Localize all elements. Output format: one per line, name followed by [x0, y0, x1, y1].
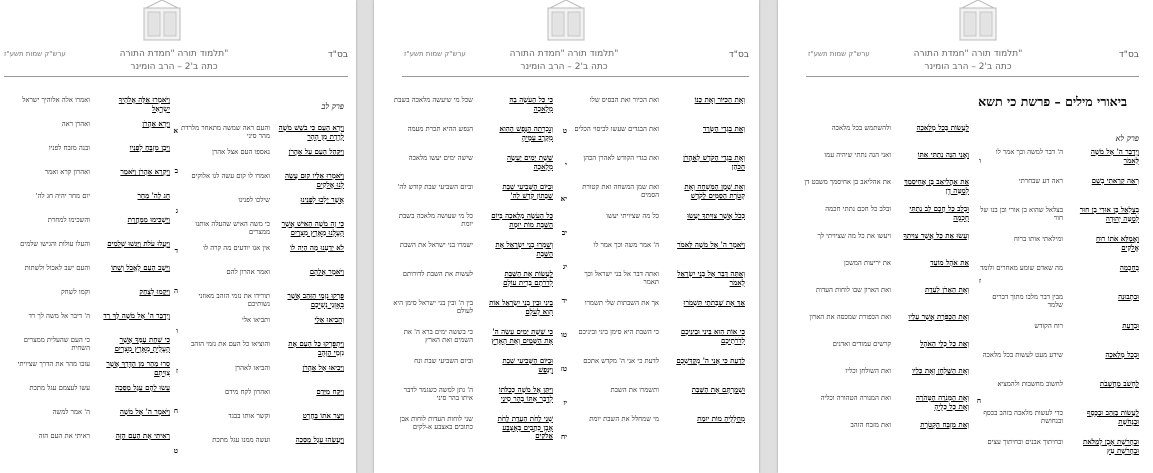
verse-number: י [565, 160, 567, 169]
term-explanation: ה' נתן למשה כשגמר לדבר איתו בהר סיני [403, 386, 473, 403]
glossary-term [489, 125, 553, 142]
term-explanation: והעלו עולות והגישו שלמים [20, 240, 90, 248]
term-text: וּבְלֵב כָּל חֲכַם לֵב נָתַתִּי חָכְמָה [909, 204, 969, 222]
term-text: כְּכֹל אֲשֶׁר צִוִּיתִךָ יַעֲשׂוּ [687, 211, 745, 220]
glossary-term [489, 241, 553, 258]
org-header [454, 48, 674, 74]
term-explanation: עשו לעצמם עגל מתכת [29, 384, 90, 392]
term-text: וַיִּבֶן מִזְבֵּחַ לְפָנָיו [129, 143, 170, 152]
glossary-term [278, 292, 344, 309]
glossary-term [675, 125, 745, 134]
term-explanation: ובנה מזבח לפניו [48, 144, 90, 152]
term-text: לַעֲשׂוֹת אֶת הַשַּׁבָּת לְדֹרֹתָם בְּרִית עוֹלָם [503, 269, 553, 287]
term-text: לַעֲשׂוֹת בַּזָּהָב וּבַכֶּסֶף וּבַנְּחֹשֶׁת [1086, 408, 1139, 426]
glossary-term [102, 216, 170, 225]
glossary-term [278, 268, 344, 277]
term-explanation: ואת הארון שבו לוחות העדות [816, 286, 891, 294]
term-explanation: והוציאו כל העם את נזמי הזהב [191, 340, 270, 348]
glossary-term [675, 183, 745, 200]
term-explanation: ה' דבר למשה וכך אמר לו [995, 148, 1063, 156]
glossary-term [1077, 322, 1139, 331]
glossary-term [102, 336, 170, 353]
glossary-term [489, 183, 553, 200]
term-text: חַג לַה' מָחָר [137, 191, 170, 200]
glossary-term [102, 288, 170, 297]
term-explanation: שישה ימים יעשו מלאכה [408, 154, 473, 162]
glossary-term [278, 364, 344, 373]
term-explanation: ובלב כל חכם נתתי חכמה [825, 205, 891, 213]
series-label: ערש"ק שמות תשע"ז [404, 50, 466, 58]
term-explanation: ואהרן ראה [61, 120, 90, 128]
term-text: וְאֵת מִזְבַּח הַקְּטֹרֶת [920, 420, 969, 429]
term-text: אַךְ אֶת שַׁבְּתֹתַי תִּשְׁמֹרוּ [683, 298, 745, 307]
glossary-term [1077, 148, 1139, 165]
glossary-term [102, 264, 170, 273]
term-text: וַיַּרְא אַהֲרֹן [142, 119, 170, 128]
term-text: בְּחָכְמָה [1119, 263, 1139, 272]
term-text: וַיַּשְׁכִּימוּ מִמָּחֳרָת [127, 215, 170, 224]
term-text: וַאֲנִי הִנֵּה נָתַתִּי אִתּוֹ [917, 150, 969, 159]
glossary-term [102, 96, 170, 113]
bsd-mark: בס"ד [1118, 50, 1139, 60]
term-text: וַיַּעֲלוּ עֹלֹת וַיַּגִּשׁוּ שְׁלָמִים [107, 239, 170, 248]
class-line: כתה ב'2 – הרב הומינר [130, 62, 218, 72]
school-logo-icon [544, 0, 588, 42]
term-explanation: ואמרו אלה אלוהיך ישראל [22, 96, 90, 104]
glossary-term [278, 316, 344, 325]
glossary-term [278, 412, 344, 421]
class-line: כתה ב'2 – הרב הומינר [520, 62, 608, 72]
term-explanation: וקמו לשחק [61, 288, 90, 296]
glossary-term [675, 96, 745, 105]
term-text: וְאַתָּה דַּבֵּר אֶל בְּנֵי יִשְׂרָאֵל לֵאמֹר [677, 269, 745, 287]
glossary-term [489, 96, 553, 113]
verse-number: ח [976, 396, 981, 405]
term-explanation: אין אנו יודעים מה קרה לו [203, 244, 270, 252]
term-explanation: כדי לעשות מלאכה בזהב בכסף ובנחושת [983, 409, 1063, 426]
verse-number: ז [979, 276, 981, 285]
term-text: וּבְכָל מְלָאכָה [1105, 350, 1139, 359]
term-text: וַיִּתְפָּרְקוּ כָּל הָעָם אֶת נִזְמֵי הַזָּהָב [288, 339, 344, 357]
term-explanation: ואת הכפורת שמכסה את הארון [809, 313, 891, 321]
term-explanation: אך את השבתות שלי תשמרו [584, 299, 659, 307]
page-title: ביאורי מילים – פרשת כי תשא [978, 94, 1127, 109]
term-explanation: ראיתי את העם הזה [38, 432, 90, 440]
glossary-term [102, 144, 170, 153]
glossary-term [675, 299, 745, 308]
glossary-term [675, 357, 745, 366]
verse-number: יז [563, 398, 567, 407]
term-text: בֵּינִי וּבֵין בְּנֵי יִשְׂרָאֵל אוֹת הִוא לְעֹלָם [489, 298, 553, 316]
term-text: וְאֶת הַשֻּׁלְחָן וְאֶת כֵּלָיו [912, 366, 969, 375]
document-page-2 [374, 0, 759, 473]
term-text: כִּי אוֹת הִוא בֵּינִי וּבֵינֵיכֶם לְדֹרֹתֵיכֶם [680, 327, 745, 345]
term-explanation: כל מה שציויתי יעשו [606, 212, 659, 220]
glossary-term [278, 340, 344, 357]
glossary-term [675, 241, 745, 250]
term-text: וְנִכְרְתָה הַנֶּפֶשׁ הַהִוא מִקֶּרֶב עַמֶּיהָ [499, 124, 553, 142]
school-logo-icon [956, 0, 1000, 42]
section-label: פרק לב [321, 102, 344, 111]
term-text: וְעָשׂוּ אֵת כָּל אֲשֶׁר צִוִּיתִךָ [903, 231, 969, 240]
glossary-term [489, 386, 553, 403]
glossary-term [675, 270, 745, 287]
glossary-term [278, 220, 344, 237]
term-explanation: ואת מזבח הזהב [850, 421, 891, 429]
term-text: וַיִּקַּח מִיָּדָם [316, 387, 344, 396]
glossary-term [489, 154, 553, 171]
glossary-term [489, 212, 553, 229]
term-explanation: לעשות את השבת לדורותם [402, 270, 473, 278]
term-text: רָאִיתִי אֶת הָעָם הַזֶּה [115, 431, 170, 440]
term-explanation: לחשוב מחשבות ולהמציא [997, 380, 1063, 388]
glossary-term [903, 178, 969, 195]
term-explanation: שילכו לפנינו [238, 196, 270, 204]
glossary-term [903, 205, 969, 222]
glossary-term [1077, 206, 1139, 223]
term-explanation: והשכימו למחרת [47, 216, 90, 224]
glossary-term [675, 212, 745, 221]
term-text: וַיָּצַר אֹתוֹ בַּחֶרֶט [302, 411, 344, 420]
term-explanation: תורידו את נזמי הזהב מאוזני נשותיכם [198, 292, 270, 309]
glossary-term [903, 421, 969, 430]
term-explanation: ואת השולחן וכליו [845, 367, 891, 375]
term-explanation: ואמרו לו קום עשה לנו אלוקים [191, 172, 270, 180]
term-text: מְחַלְלֶיהָ מוֹת יוּמָת [697, 414, 745, 423]
glossary-term [675, 386, 745, 395]
glossary-term [102, 312, 170, 321]
glossary-term [903, 124, 969, 133]
term-explanation: לדעת כי אני ה' מקדש אתכם [583, 357, 659, 365]
term-explanation: יום מחר יהיה חג לה' [35, 192, 90, 200]
verse-number: ג [175, 206, 178, 215]
verse-number: ה [173, 286, 178, 295]
verse-number: ז [176, 366, 178, 375]
glossary-term [278, 124, 344, 141]
term-text: בְּצַלְאֵל בֶּן אוּרִי בֶן חוּר לְמַטֵּה יְהוּדָה [1079, 205, 1139, 223]
verse-number: ו [176, 326, 178, 335]
term-text: כִּי זֶה מֹשֶׁה הָאִישׁ אֲשֶׁר הֶעֱלָנוּ מֵאֶרֶץ מִצְרַיִם [281, 219, 344, 237]
glossary-term [675, 154, 745, 171]
series-label: ערש"ק שמות תשע"ז [808, 50, 870, 58]
term-text: וַיְדַבֵּר ה' אֶל מֹשֶׁה לֶךְ רֵד [103, 311, 170, 320]
term-text: רְאֵה קָרָאתִי בְשֵׁם [1091, 176, 1139, 185]
term-text: וַיֵּשֶׁב הָעָם לֶאֱכֹל וְשָׁתוֹ [111, 263, 170, 272]
glossary-term [903, 259, 969, 268]
glossary-term [102, 432, 170, 441]
term-text: כִּי כָּל הָעֹשֶׂה בָהּ מְלָאכָה [509, 95, 553, 113]
glossary-term [903, 286, 969, 295]
term-explanation: שני לוחות העדות לוחות אבן כתובים באצבע א-לקים [399, 415, 473, 432]
term-text: וַיִּקָּהֵל הָעָם עַל אַהֲרֹן [288, 147, 344, 156]
glossary-term [489, 299, 553, 316]
term-text: לָדַעַת כִּי אֲנִי ה' מְקַדִּשְׁכֶם [676, 356, 745, 365]
term-text: וְאֶת הַכִּיּוֹר וְאֶת כַּנּוֹ [694, 95, 745, 104]
glossary-term [102, 120, 170, 129]
term-explanation: ה' דיבר אל משה לך רד [28, 312, 90, 320]
term-text: לַעֲשׂוֹת בְּכָל מְלָאכָה [916, 123, 969, 132]
glossary-term [903, 151, 969, 160]
term-text: וּשְׁמַרְתֶּם אֶת הַשַּׁבָּת [691, 385, 745, 394]
term-explanation: כי השבת היא סימן ביני וביניכם [578, 328, 659, 336]
term-text: וַיֹּאמְרוּ אֵלֶּה אֱלֹהֶיךָ יִשְׂרָאֵל [118, 95, 170, 113]
term-explanation: ואני הנה נתתי שיהיה עמו [824, 151, 891, 159]
term-explanation: והעם ישב לאכול ולשתות [24, 264, 90, 272]
verse-number: יב [561, 228, 567, 237]
glossary-term [903, 232, 969, 241]
verse-number: יג [562, 262, 567, 271]
verse-number: יא [560, 194, 567, 203]
glossary-term [1077, 438, 1139, 455]
section-label: פרק לא [1115, 134, 1139, 143]
term-explanation: והעם ראה שמשה מתאחר מלרדת מהר סיני [181, 124, 270, 141]
term-explanation: והביאו לאהרן [235, 364, 270, 372]
term-explanation: כי בששה ימים ברא ה' את השמים ואת הארץ [403, 328, 473, 345]
org-name: תלמוד תורה "חמדת התורה" [913, 49, 1023, 59]
term-text: פָּרְקוּ נִזְמֵי הַזָּהָב אֲשֶׁר בְּאָזְנֵי נְשֵׁיכֶם [287, 291, 344, 309]
term-explanation: ומילאתי אותו ברוח [1013, 235, 1063, 243]
term-text: אֵת אֹהֶל מוֹעֵד [930, 258, 969, 267]
glossary-term [1077, 351, 1139, 360]
term-explanation: כל מי שעושה מלאכה בשבת יומת [398, 212, 473, 229]
term-explanation: ואמר אהרון להם [226, 268, 270, 276]
bsd-mark: בס"ד [728, 50, 749, 60]
term-text: וּבִתְבוּנָה [1118, 292, 1139, 301]
term-text: וּבַיּוֹם הַשְּׁבִיעִי שַׁבַּת שַׁבָּתוֹן קֹדֶשׁ לַה' [502, 182, 553, 200]
term-explanation: ועשה ממנו עגל מתכת [212, 436, 270, 444]
org-header [64, 48, 284, 74]
term-text: עָשׂוּ לָהֶם עֵגֶל מַסֵּכָה [115, 383, 170, 392]
term-text: וְהָבִיאוּ אֵלָי [314, 315, 344, 324]
verse-number: טו [560, 330, 567, 339]
term-text: וְאֶת הַמְּנֹרָה הַטְּהֹרָה וְאֶת כָּל כֵּלֶיהָ [915, 393, 969, 411]
term-text: וְאֶת הַכַּפֹּרֶת אֲשֶׁר עָלָיו [908, 312, 969, 321]
term-text: כִּי שִׁחֵת עַמְּךָ אֲשֶׁר הֶעֱלֵיתָ מֵאֶרֶץ מִצְרָיִם [114, 335, 170, 353]
school-logo-icon [140, 0, 184, 42]
term-explanation: ובחיתוך אבנים ובחיתוך עצים [987, 438, 1063, 446]
term-text: וְאֵת שֶׁמֶן הַמִּשְׁחָה וְאֶת קְטֹרֶת הַסַּמִּים לַקֹּדֶשׁ [684, 182, 745, 200]
term-explanation: ה' אמר משה וכך אמר לו [593, 241, 659, 249]
term-explanation: ואהרון קרא ואמר [44, 168, 90, 176]
term-explanation: ואת הכיור ואת הבסיס שלו [589, 96, 659, 104]
glossary-term [278, 148, 344, 157]
glossary-term [1077, 264, 1139, 273]
term-text: כִּי שֵׁשֶׁת יָמִים עָשָׂה ה' אֶת הַשָּׁמַיִם וְאֶת הָאָרֶץ [491, 327, 553, 345]
term-text: וַיֹּאמֶר ה' אֶל מֹשֶׁה לֵּאמֹר [677, 240, 745, 249]
term-text: לֹא יָדַעְנוּ מֶה הָיָה לוֹ [290, 243, 344, 252]
term-text: וְאֶת הָאָרֹן לָעֵדֻת [924, 285, 969, 294]
term-text: וַיַּרְא הָעָם כִּי בֹשֵׁשׁ מֹשֶׁה לָרֶדֶת מִן הָהָר [278, 123, 344, 141]
term-text: שְׁנֵי לֻחֹת הָעֵדֻת לֻחֹת אֶבֶן כְּתֻבִים בְּאֶצְבַּע אֱלֹקִים [497, 414, 553, 441]
glossary-term [675, 415, 745, 424]
term-explanation: ואת שמן המשחה ואת קטורת הסמים [582, 183, 659, 200]
term-explanation: ואתה דבר אל בני ישראל וכך תאמר [584, 270, 659, 287]
glossary-term [278, 196, 344, 205]
term-explanation: בין ה' ובין בני ישראל סימן היא לעולם [393, 299, 473, 316]
glossary-term [278, 436, 344, 445]
glossary-term [675, 328, 745, 345]
verse-number: יח [561, 432, 567, 441]
term-explanation: מי שמחלל את השבת יומת [589, 415, 659, 423]
document-page-3 [778, 0, 1153, 473]
term-text: וּבְדַעַת [1122, 321, 1139, 330]
glossary-term [278, 388, 344, 397]
glossary-term [278, 172, 344, 189]
term-text: וַיַּעֲשֵׂהוּ עֵגֶל מַסֵּכָה [295, 435, 344, 444]
term-explanation: וקשר אותו בבגד [228, 412, 270, 420]
header-rule [4, 76, 348, 77]
verse-number: ב [174, 166, 178, 175]
term-text: כָּל הָעֹשֶׂה מְלָאכָה בְּיוֹם הַשַּׁבָּת מוֹת יוּמָת [491, 211, 553, 229]
term-text: סָרוּ מַהֵר מִן הַדֶּרֶךְ אֲשֶׁר צִוִּיתִם [106, 359, 170, 377]
term-text: וּבַחֲרֹשֶׁת אֶבֶן לְמַלֹּאת וּבַחֲרֹשֶׁת עֵץ [1083, 437, 1139, 455]
term-text: וְאֵת בִּגְדֵי הַשְּׂרָד [702, 124, 745, 133]
term-explanation: ואהרון לקח מידם [224, 388, 270, 396]
term-text: וַיָּקֻמוּ לְצַחֵק [139, 287, 170, 296]
term-explanation: ואת הבגדים שעשו לכיסוי הכלים [574, 125, 659, 133]
document-page-1 [0, 0, 356, 473]
term-text: וַיֹּאמֶר ה' אֶל מֹשֶׁה [119, 407, 170, 416]
glossary-term [102, 384, 170, 393]
glossary-term [102, 360, 170, 377]
term-text: שֵׁשֶׁת יָמִים יֵעָשֶׂה מְלָאכָה [506, 153, 553, 171]
glossary-term [102, 240, 170, 249]
verse-number: טז [560, 364, 567, 373]
verse-number: ו [979, 156, 981, 165]
term-explanation: שכל מי שיעשה מלאכה בשבת [394, 96, 473, 104]
term-explanation: ויעשו את כל מה שציויתי לך [817, 232, 891, 240]
term-text: וַיִּתֵּן אֶל מֹשֶׁה כְּכַלֹּתוֹ לְדַבֵּר אִתּוֹ בְּהַר סִינַי [498, 385, 553, 403]
term-explanation: ראה דע שבחרתי [1018, 177, 1063, 185]
bsd-mark: בס"ד [327, 50, 348, 60]
glossary-term [903, 394, 969, 411]
term-text: וַיֹּאמְרוּ אֵלָיו קוּם עֲשֵׂה לָנוּ אֱלֹקִים [284, 171, 344, 189]
term-explanation: וביום השביעי שבת ונח [414, 357, 473, 365]
term-text: וָאֲמַלֵּא אֹתוֹ רוּחַ אֱלֹקִים [1095, 234, 1139, 252]
term-explanation: ואת בגדי הקודש לאהרן הכהן [583, 154, 659, 162]
term-text: וַיִּקְרָא אַהֲרֹן וַיֹּאמַר [120, 167, 170, 176]
glossary-term [489, 415, 553, 441]
term-text: וּבַיּוֹם הַשְּׁבִיעִי שָׁבַת וַיִּנָּפַשׁ [502, 356, 553, 374]
term-explanation: בצלאל שהוא בן אורי ובן בנו של חור [980, 206, 1063, 223]
glossary-term [102, 408, 170, 417]
term-text: וְאֵת כָּל כְּלֵי הָאֹהֶל [920, 339, 969, 348]
glossary-term [1077, 235, 1139, 252]
term-explanation: קרשים עמודים ואדנים [832, 340, 891, 348]
term-explanation: ולהשתמש בכל מלאכה [831, 124, 891, 132]
term-explanation: מה שאדם שומע מאחרים ולומד [980, 264, 1063, 272]
org-header [858, 48, 1078, 74]
verse-number: ט [562, 126, 567, 135]
term-explanation: הנפש ההיא תכרת מעמה [407, 125, 473, 133]
class-line: כתה ב'2 – הרב הומינר [924, 62, 1012, 72]
glossary-term [489, 270, 553, 287]
term-text: וַיָּבִיאוּ אֶל אַהֲרֹן [302, 363, 344, 372]
glossary-term [903, 313, 969, 322]
verse-number: יד [561, 296, 567, 305]
glossary-term [1077, 177, 1139, 186]
glossary-term [489, 357, 553, 374]
term-explanation: ה' אמר למשה [52, 408, 90, 416]
term-explanation: כי משה האיש שהעלה אותנו ממצרים [195, 220, 270, 237]
glossary-term [1077, 293, 1139, 302]
glossary-term [1077, 409, 1139, 426]
term-text: וַיֹּאמֶר אֲלֵהֶם [309, 267, 344, 276]
term-explanation: ישמרו בני ישראל את השבת [399, 241, 473, 249]
term-explanation: את יריעות המשכן [844, 259, 891, 267]
glossary-term [1077, 380, 1139, 389]
header-rule [806, 76, 1139, 77]
term-explanation: ואת המנורה הטהורה וכליה [820, 394, 891, 402]
series-label: ערש"ק שמות תשע"ז [4, 50, 66, 58]
term-explanation: כי העם שהעלית ממצרים השחית [23, 336, 90, 353]
term-explanation: רוח הקודש [1034, 322, 1063, 330]
term-explanation: עזבו מהר את הדרך שציויתי [17, 360, 90, 368]
term-explanation: וביום השביעי שבת קודש לה' [397, 183, 473, 191]
org-name: תלמוד תורה "חמדת התורה" [509, 49, 619, 59]
glossary-term [278, 244, 344, 253]
term-text: אֵת אָהֳלִיאָב בֶּן אֲחִיסָמָךְ לְמַטֵּה דָן [904, 177, 969, 195]
term-text: וַיְדַבֵּר ה' אֶל מֹשֶׁה לֵּאמֹר [1090, 147, 1139, 165]
term-explanation: את אהליאב בן אחיסמך משבט דן [804, 178, 891, 186]
verse-number: ט [173, 446, 178, 455]
glossary-term [489, 328, 553, 345]
verse-number: א [173, 126, 178, 135]
glossary-term [903, 340, 969, 349]
header-rule [402, 76, 749, 77]
verse-number: ח [173, 406, 178, 415]
glossary-term [102, 168, 170, 177]
term-explanation: נאספו העם אצל אהרן [212, 148, 270, 156]
term-explanation: שידע מעט לעשות בכל מלאכה [982, 351, 1063, 359]
term-text: וְאֶת בִּגְדֵי הַקֹּדֶשׁ לְאַהֲרֹן הַכֹּהֵן [683, 153, 745, 171]
term-explanation: ותשמרו את השבת [610, 386, 659, 394]
glossary-term [102, 192, 170, 201]
verse-number: ד [174, 246, 178, 255]
term-explanation: ותביאו אלי [242, 316, 270, 324]
glossary-term [903, 367, 969, 376]
org-name: תלמוד תורה "חמדת התורה" [119, 49, 229, 59]
term-explanation: מבין דבר מלבו מתוך דברים שלמד [992, 293, 1063, 310]
term-text: לַחְשֹׁב מַחֲשָׁבֹת [1099, 379, 1139, 388]
term-text: וְשָׁמְרוּ בְנֵי יִשְׂרָאֵל אֶת הַשַּׁבָּת [495, 240, 553, 258]
term-text: אֲשֶׁר יֵלְכוּ לְפָנֵינוּ [300, 195, 344, 204]
